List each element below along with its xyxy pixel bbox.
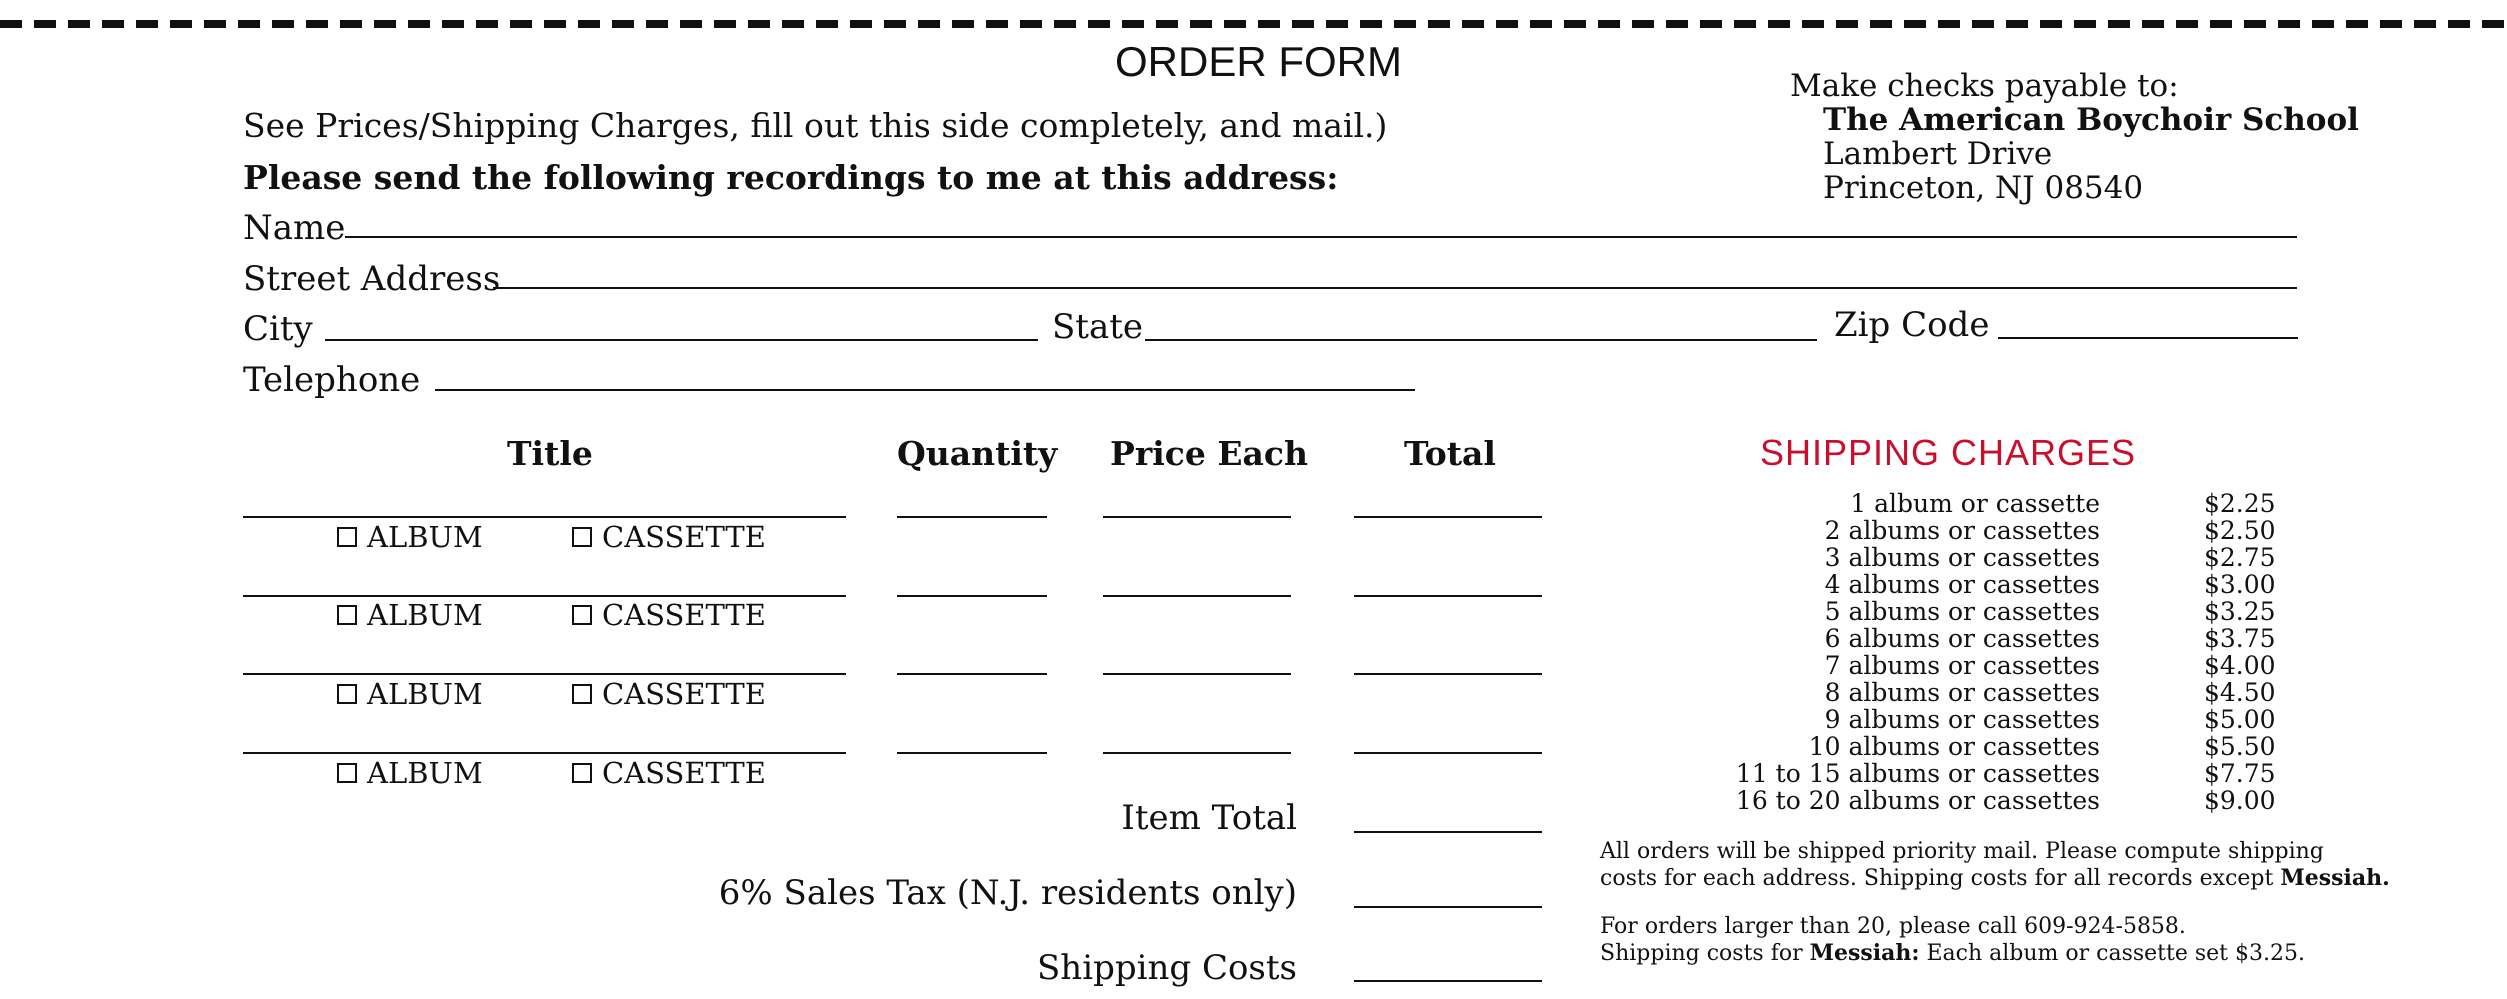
- album-checkbox[interactable]: [337, 684, 357, 704]
- state-label: State: [1052, 307, 1144, 347]
- album-checkbox[interactable]: [337, 605, 357, 625]
- album-option[interactable]: ALBUM: [337, 598, 483, 632]
- title-field[interactable]: [243, 752, 846, 754]
- cassette-option[interactable]: CASSETTE: [572, 756, 766, 790]
- shipping-rate-price: $5.50: [2204, 732, 2276, 761]
- intro-text: See Prices/Shipping Charges, fill out this side completely, and mail.): [243, 106, 1388, 145]
- price-field[interactable]: [1103, 752, 1291, 754]
- shipping-rate-desc: 5 albums or cassettes: [1824, 597, 2100, 626]
- column-price-each: Price Each: [1110, 434, 1308, 473]
- city-field[interactable]: [325, 339, 1038, 341]
- payable-label: Make checks payable to:: [1790, 68, 2179, 104]
- shipping-rate-price: $3.00: [2204, 570, 2276, 599]
- zip-field[interactable]: [1998, 337, 2298, 339]
- shipping-rate-price: $4.00: [2204, 651, 2276, 680]
- shipping-rate-row: [1660, 787, 2280, 814]
- quantity-field[interactable]: [897, 752, 1047, 754]
- shipping-note-1: All orders will be shipped priority mail. Please compute shipping costs for each address. Shipping costs for all records except Messiah.: [1600, 839, 2390, 891]
- street-field[interactable]: [493, 287, 2297, 289]
- shipping-rate-price: $9.00: [2204, 786, 2276, 815]
- payable-city: Princeton, NJ 08540: [1823, 170, 2144, 206]
- shipping-rate-price: $2.50: [2204, 516, 2276, 545]
- price-field[interactable]: [1103, 673, 1291, 675]
- perforation-line: [0, 20, 2507, 28]
- shipping-rate-row: [1660, 571, 2280, 598]
- payable-street: Lambert Drive: [1823, 136, 2053, 172]
- shipping-rate-price: $2.75: [2204, 543, 2276, 572]
- cassette-option[interactable]: CASSETTE: [572, 520, 766, 554]
- shipping-rate-row: [1660, 733, 2280, 760]
- quantity-field[interactable]: [897, 673, 1047, 675]
- shipping-rate-desc: 3 albums or cassettes: [1824, 543, 2100, 572]
- title-field[interactable]: [243, 673, 846, 675]
- album-checkbox[interactable]: [337, 763, 357, 783]
- shipping-rate-row: [1660, 598, 2280, 625]
- item-total-field[interactable]: [1354, 831, 1542, 833]
- sales-tax-field[interactable]: [1354, 906, 1542, 908]
- total-field[interactable]: [1354, 752, 1542, 754]
- page-title: ORDER FORM: [1115, 38, 1402, 85]
- item-total-label: Item Total: [1121, 798, 1297, 838]
- cassette-checkbox[interactable]: [572, 684, 592, 704]
- shipping-rate-price: $3.25: [2204, 597, 2276, 626]
- shipping-rate-desc: 2 albums or cassettes: [1824, 516, 2100, 545]
- total-field[interactable]: [1354, 516, 1542, 518]
- city-label: City: [243, 309, 313, 349]
- name-label: Name: [243, 208, 346, 248]
- title-field[interactable]: [243, 595, 846, 597]
- shipping-rate-desc: 16 to 20 albums or cassettes: [1735, 786, 2100, 815]
- shipping-rate-row: [1660, 706, 2280, 733]
- shipping-rate-desc: 8 albums or cassettes: [1824, 678, 2100, 707]
- name-field[interactable]: [345, 236, 2297, 238]
- shipping-rate-price: $3.75: [2204, 624, 2276, 653]
- telephone-field[interactable]: [435, 389, 1415, 391]
- shipping-rate-row: [1660, 544, 2280, 571]
- shipping-rate-desc: 7 albums or cassettes: [1824, 651, 2100, 680]
- shipping-rate-desc: 10 albums or cassettes: [1808, 732, 2100, 761]
- shipping-rate-row: [1660, 760, 2280, 787]
- zip-label: Zip Code: [1834, 305, 1990, 345]
- shipping-rate-desc: 6 albums or cassettes: [1824, 624, 2100, 653]
- quantity-field[interactable]: [897, 516, 1047, 518]
- price-field[interactable]: [1103, 595, 1291, 597]
- cassette-option[interactable]: CASSETTE: [572, 598, 766, 632]
- price-field[interactable]: [1103, 516, 1291, 518]
- sales-tax-label: 6% Sales Tax (N.J. residents only): [718, 873, 1297, 913]
- title-field[interactable]: [243, 516, 846, 518]
- cassette-option[interactable]: CASSETTE: [572, 677, 766, 711]
- shipping-title: SHIPPING CHARGES: [1760, 432, 2137, 473]
- cassette-checkbox[interactable]: [572, 527, 592, 547]
- column-title: Title: [507, 434, 593, 473]
- shipping-rate-price: $5.00: [2204, 705, 2276, 734]
- shipping-rate-desc: 4 albums or cassettes: [1824, 570, 2100, 599]
- total-field[interactable]: [1354, 673, 1542, 675]
- cassette-checkbox[interactable]: [572, 763, 592, 783]
- shipping-rate-desc: 11 to 15 albums or cassettes: [1735, 759, 2100, 788]
- cassette-checkbox[interactable]: [572, 605, 592, 625]
- shipping-costs-label: Shipping Costs: [1037, 948, 1297, 988]
- shipping-note-2: For orders larger than 20, please call 609-924-5858. Shipping costs for Messiah: Each album or cassette set $3.25.: [1600, 914, 2305, 966]
- column-quantity: Quantity: [897, 434, 1058, 473]
- shipping-costs-field[interactable]: [1354, 980, 1542, 982]
- shipping-rates-table: [1660, 490, 2280, 814]
- shipping-rate-price: $2.25: [2204, 489, 2276, 518]
- shipping-rate-row: [1660, 625, 2280, 652]
- telephone-label: Telephone: [243, 360, 421, 400]
- shipping-rate-row: [1660, 652, 2280, 679]
- album-checkbox[interactable]: [337, 527, 357, 547]
- album-option[interactable]: ALBUM: [337, 756, 483, 790]
- state-field[interactable]: [1145, 339, 1817, 341]
- shipping-rate-desc: 9 albums or cassettes: [1824, 705, 2100, 734]
- column-total: Total: [1404, 434, 1496, 473]
- instruction-text: Please send the following recordings to me at this address:: [243, 158, 1339, 197]
- shipping-rate-row: [1660, 517, 2280, 544]
- shipping-rate-price: $7.75: [2204, 759, 2276, 788]
- total-field[interactable]: [1354, 595, 1542, 597]
- shipping-rate-desc: 1 album or cassette: [1850, 489, 2100, 518]
- payable-name: The American Boychoir School: [1823, 102, 2359, 138]
- quantity-field[interactable]: [897, 595, 1047, 597]
- shipping-rate-price: $4.50: [2204, 678, 2276, 707]
- shipping-rate-row: [1660, 490, 2280, 517]
- street-label: Street Address: [243, 259, 501, 299]
- album-option[interactable]: ALBUM: [337, 677, 483, 711]
- shipping-rate-row: [1660, 679, 2280, 706]
- album-option[interactable]: ALBUM: [337, 520, 483, 554]
